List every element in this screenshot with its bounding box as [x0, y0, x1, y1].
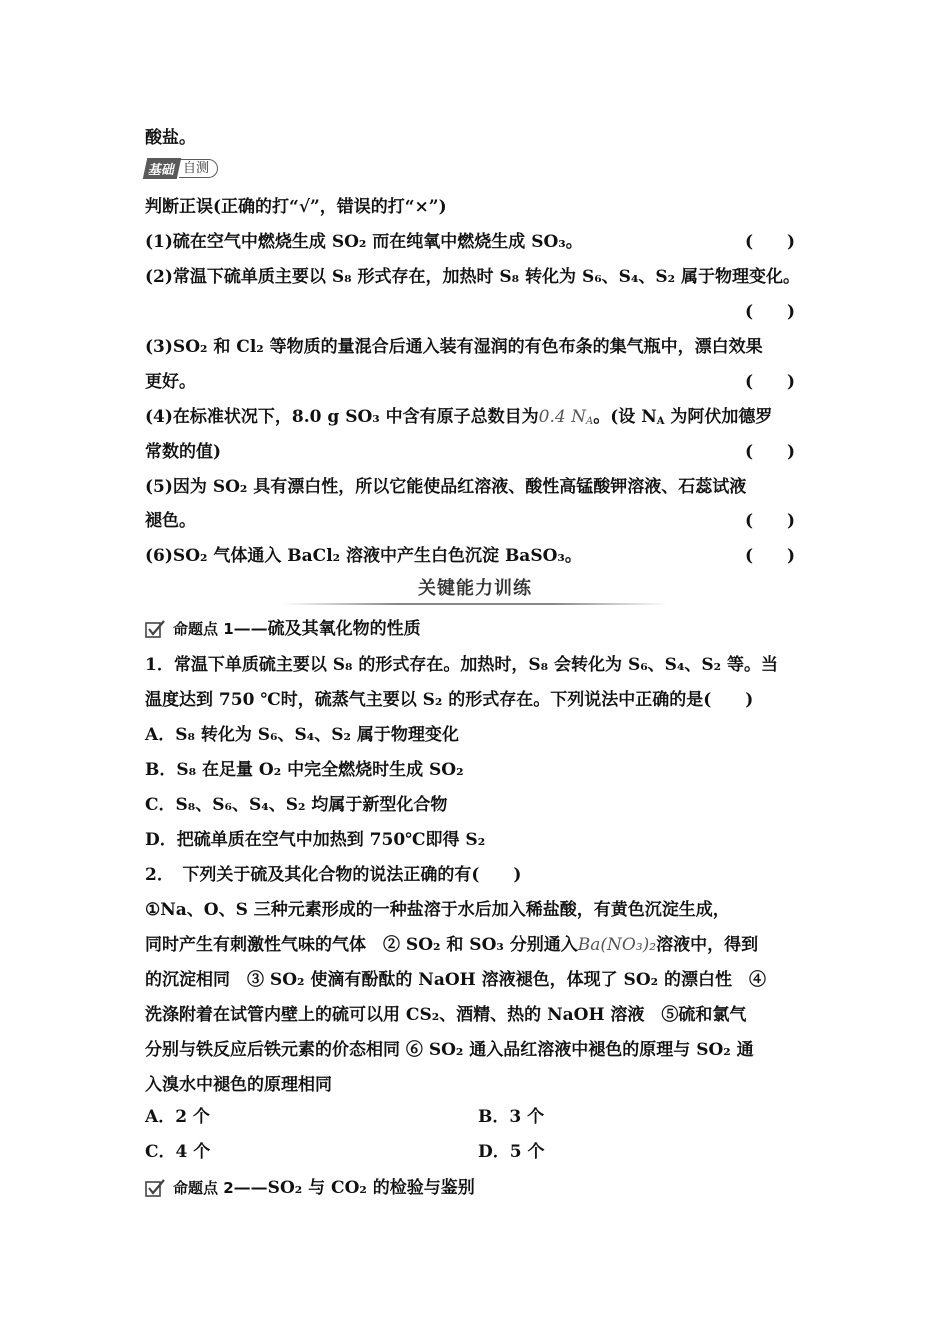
- judge-q4-tail: 为阿伏加德罗: [664, 407, 773, 427]
- judge-q2: (2)常温下硫单质主要以 S₈ 形式存在，加热时 S₈ 转化为 S₆、S₄、S₂ 属于物理变化。: [145, 267, 801, 287]
- section-title: 关键能力训练: [418, 578, 532, 599]
- judge-q1-answer[interactable]: ( ): [745, 232, 796, 252]
- judge-q5-line2: 褪色。: [145, 511, 196, 531]
- point1-title-row: [145, 617, 421, 641]
- q2-line4: 洗涤附着在试管内壁上的硫可以用 CS₂、酒精、热的 NaOH 溶液 ⑤硫和氯气: [145, 1005, 747, 1025]
- judge-q2-answer[interactable]: ( ): [745, 302, 796, 322]
- intro-tail: 酸盐。: [145, 128, 196, 148]
- badge-left: 基础: [143, 158, 181, 179]
- judge-q4-post: 。(设 N: [593, 407, 657, 427]
- q2-line2-post: 溶液中，得到: [656, 935, 759, 955]
- q1-option-c[interactable]: C．S₈、S₆、S₄、S₂ 均属于新型化合物: [145, 795, 448, 815]
- q2-option-c[interactable]: C．4 个: [145, 1142, 211, 1162]
- checkbox-checked-icon: [145, 1178, 165, 1198]
- q2-line6: 入溴水中褪色的原理相同: [145, 1075, 332, 1095]
- judge-q5-answer[interactable]: ( ): [745, 511, 796, 531]
- judge-q1: (1)硫在空气中燃烧生成 SO₂ 而在纯氧中燃烧生成 SO₃。: [145, 232, 583, 252]
- judge-q3-answer[interactable]: ( ): [745, 372, 796, 392]
- q2-line1: ①Na、O、S 三种元素形成的一种盐溶于水后加入稀盐酸，有黄色沉淀生成，: [145, 900, 730, 920]
- judge-q5-line1: (5)因为 SO₂ 具有漂白性，所以它能使品红溶液、酸性高锰酸钾溶液、石蕊试液: [145, 477, 747, 497]
- q1-option-d[interactable]: D．把硫单质在空气中加热到 750℃即得 S₂: [145, 830, 486, 850]
- q2-line3: 的沉淀相同 ③ SO₂ 使滴有酚酞的 NaOH 溶液褪色，体现了 SO₂ 的漂白性 ④: [145, 970, 766, 990]
- self-test-badge: [145, 157, 218, 179]
- q2-line5: 分别与铁反应后铁元素的价态相同 ⑥ SO₂ 通入品红溶液中褪色的原理与 SO₂ 通: [145, 1040, 754, 1060]
- q2-line2-pre: 同时产生有刺激性气味的气体 ② SO₂ 和 SO₃ 分别通入: [145, 935, 578, 955]
- point1-label: 命题点 1: [173, 620, 234, 638]
- q1-stem-line2: 温度达到 750 ℃时，硫蒸气主要以 S₂ 的形式存在。下列说法中正确的是( ): [145, 690, 754, 710]
- q1-option-b[interactable]: B．S₈ 在足量 O₂ 中完全燃烧时生成 SO₂: [145, 760, 464, 780]
- q2-option-a[interactable]: A．2 个: [145, 1107, 210, 1127]
- judge-q3-line2: 更好。: [145, 372, 196, 392]
- point2-title: ——SO₂ 与 CO₂ 的检验与鉴别: [233, 1178, 475, 1198]
- judge-q4-line2: 常数的值): [145, 442, 222, 462]
- point1-title: ——硫及其氧化物的性质: [233, 619, 421, 639]
- q2-line2: [145, 933, 758, 957]
- checkbox-checked-icon: [145, 619, 165, 639]
- q1-option-a[interactable]: A．S₈ 转化为 S₆、S₄、S₂ 属于物理变化: [145, 725, 459, 745]
- badge-right: 自测: [179, 159, 218, 178]
- point2-title-row: [145, 1176, 475, 1200]
- q2-stem: 2． 下列关于硫及其化合物的说法正确的有( ): [145, 865, 522, 885]
- q2-line2-math: Ba(NO₃)₂: [577, 935, 657, 955]
- judge-q6-answer[interactable]: ( ): [745, 546, 796, 566]
- section-divider: [282, 603, 668, 605]
- section-header: [282, 574, 668, 608]
- point2-label: 命题点 2: [173, 1179, 234, 1197]
- q2-option-d[interactable]: D．5 个: [478, 1142, 545, 1162]
- q1-stem-line1: 1．常温下单质硫主要以 S₈ 的形式存在。加热时，S₈ 会转化为 S₆、S₄、S₂ 等。当: [145, 655, 779, 675]
- judge-q4-pre: (4)在标准状况下，8.0 g SO₃ 中含有原子总数目为: [145, 407, 539, 427]
- judge-q4-line1: (4)在标准状况下，8.0 g SO₃ 中含有原子总数目为0.4 $N_A$。(设 $N_A$ 为阿伏加德罗: [145, 407, 773, 427]
- judge-heading: 判断正误(正确的打“√”，错误的打“×”): [145, 197, 447, 217]
- judge-q6: (6)SO₂ 气体通入 BaCl₂ 溶液中产生白色沉淀 BaSO₃。: [145, 546, 582, 566]
- judge-q4-answer[interactable]: ( ): [745, 442, 796, 462]
- judge-q4-math: 0.4 $N_A$: [538, 407, 594, 427]
- q2-option-b[interactable]: B．3 个: [478, 1107, 545, 1127]
- judge-q3-line1: (3)SO₂ 和 Cl₂ 等物质的量混合后通入装有湿润的有色布条的集气瓶中，漂白效果: [145, 337, 763, 357]
